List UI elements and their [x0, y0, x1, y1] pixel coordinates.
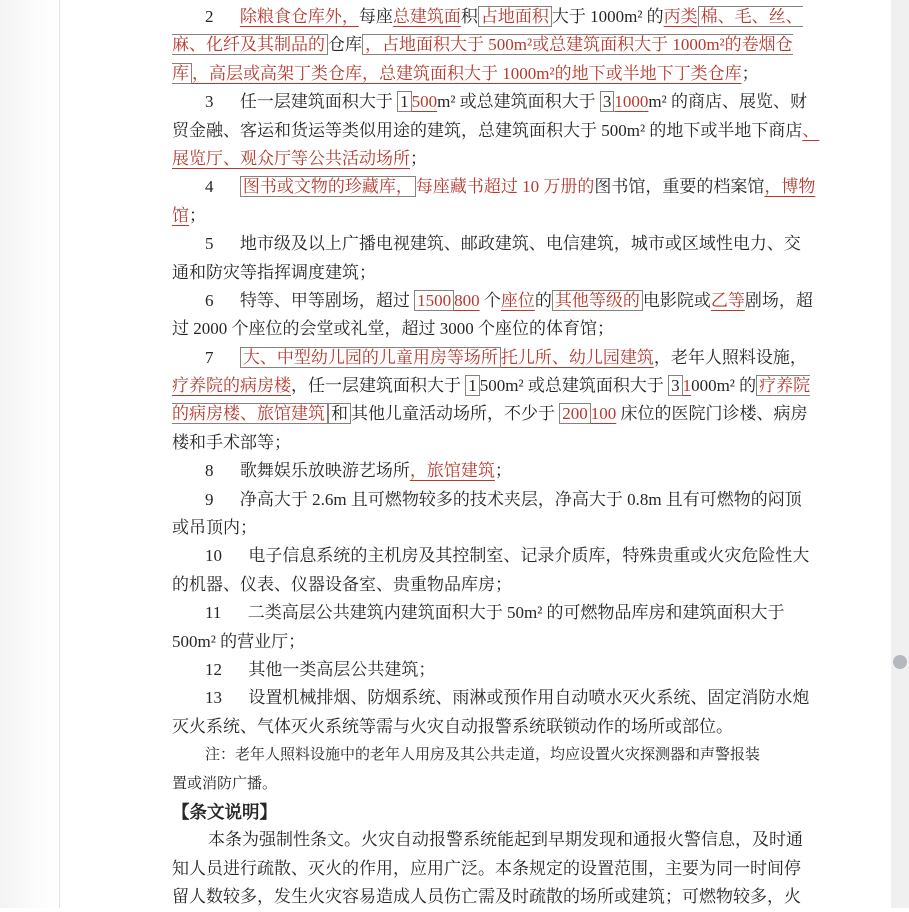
text-line	[172, 713, 747, 741]
deleted-text: 其他等级的	[552, 290, 643, 311]
inserted-text: ，旅馆建筑	[409, 461, 495, 481]
deleted-text: 棉、毛、丝、	[698, 6, 803, 27]
text-run: m² 或总建筑面积大于	[437, 92, 600, 112]
deleted-text: 大、中型幼儿园的儿童用房等场所	[240, 347, 501, 368]
text-run: 过 2000 个座位的会堂或礼堂，超过 3000 个座位的体育馆；	[172, 319, 614, 339]
deleted-text: 200	[559, 403, 591, 424]
text-line	[172, 798, 747, 826]
text-line	[172, 741, 761, 769]
deleted-text: 疗养院	[756, 375, 810, 396]
inserted-text: 总建筑面	[392, 7, 461, 26]
text-line	[172, 88, 807, 116]
text-line	[172, 571, 747, 599]
text-run: 留人数较多，发生火灾容易造成人员伤亡需及时疏散的场所或建筑；可燃物较多，火	[172, 887, 801, 907]
inserted-text: 疗养院的病房楼	[172, 376, 291, 396]
text-run: 其他一类高层公共建筑；	[248, 659, 436, 679]
clause-explanation-body	[172, 826, 803, 911]
text-run: 知人员进行疏散、灭火的作用，应用广泛。本条规定的设置范围，主要为同一时间停	[172, 858, 801, 878]
document-page	[61, 0, 891, 908]
text-line	[172, 628, 747, 656]
text-run: 地市级及以上广播电视建筑、邮政建筑、电信建筑，城市或区域性电力、交	[239, 234, 801, 254]
text-run: 灭火系统、气体灭火系统等需与火灾自动报警系统联锁动作的场所或部位。	[172, 716, 733, 736]
text-line	[172, 855, 801, 883]
text-line	[172, 514, 747, 542]
text-run: 或吊顶内；	[172, 518, 257, 538]
text-run: 通和防灾等指挥调度建筑；	[172, 262, 376, 282]
document-content	[172, 3, 820, 912]
text-run: 500m² 的营业厅；	[172, 631, 306, 651]
item-11	[172, 599, 785, 656]
text-line	[172, 770, 747, 798]
item-13	[172, 684, 810, 741]
item-number: 9	[205, 489, 214, 509]
text-line	[172, 599, 785, 627]
text-run: 楼和手术部等；	[172, 432, 291, 452]
text-run: 积	[460, 7, 478, 26]
item-number: 5	[205, 234, 214, 254]
text-line	[172, 457, 747, 485]
text-run: ；	[189, 205, 206, 225]
text-run: 000m² 的	[691, 376, 757, 396]
text-run: 注：老年人照料设施中的老年人用房及其公共走道，均应设置火灾探测器和声警报装	[205, 747, 761, 764]
text-run: 的机器、仪表、仪器设备室、贵重物品库房；	[172, 574, 512, 594]
text-run: 净高大于 2.6m 且可燃物较多的技术夹层，净高大于 0.8m 且有可燃物的闷顶	[239, 489, 802, 509]
deleted-text: 库	[172, 63, 192, 84]
text-run: 二类高层公共建筑内建筑面积大于 50m² 的可燃物品库房和建筑面积大于	[247, 603, 785, 623]
text-run: 置或消防广播。	[172, 775, 278, 792]
inserted-text: 100	[590, 404, 617, 424]
item-6	[172, 287, 813, 344]
clause-explanation-heading	[172, 798, 747, 826]
text-run: 500m² 或总建筑面积大于	[479, 376, 669, 396]
text-run: ，老年人照料设施，	[653, 347, 807, 367]
page-edge-shadow	[0, 0, 60, 908]
item-number: 4	[205, 177, 214, 197]
text-line	[172, 656, 747, 684]
item-7	[172, 344, 811, 458]
text-line	[172, 117, 820, 145]
text-line	[172, 145, 747, 173]
text-run: 每座	[358, 7, 393, 26]
text-run: 本条为强制性条文。火灾自动报警系统能起到早期发现和通报火警信息，及时通	[208, 830, 803, 850]
text-run: 歌舞娱乐放映游艺场所	[239, 461, 410, 481]
text-run: 的	[534, 290, 552, 310]
deleted-text: 1	[465, 375, 480, 396]
text-run: 其他儿童活动场所，不少于	[351, 404, 560, 424]
item-3	[172, 88, 820, 173]
text-run: 【条文说明】	[172, 801, 277, 822]
deleted-text: 3	[600, 91, 615, 112]
text-run: ；	[410, 148, 427, 168]
inserted-text: 800	[454, 290, 480, 310]
inserted-text: 、	[802, 120, 820, 140]
deleted-text: 的病房楼、旅馆建筑	[172, 403, 328, 424]
deleted-text: 麻、化纤及其制品的	[172, 34, 328, 55]
item-2	[172, 3, 803, 88]
text-run: 贸金融、客运和货运等类似用途的建筑，总建筑面积大于 500m² 的地下或半地下商店	[172, 120, 803, 140]
text-line	[172, 259, 747, 287]
item-number: 2	[205, 7, 214, 26]
item-number: 8	[205, 461, 214, 481]
text-run: 床位的医院门诊楼、病房	[616, 404, 808, 424]
text-run: 电影院或	[642, 290, 711, 310]
item-number: 6	[205, 290, 214, 310]
inserted-text: ，博物	[764, 177, 816, 197]
deleted-text: ，占地面积大于 500m²或总建筑面积大于 1000m²的卷烟仓	[362, 34, 793, 55]
scrollbar-track[interactable]	[891, 0, 909, 908]
text-line	[172, 315, 747, 343]
item-10	[172, 542, 810, 599]
text-run: ；	[741, 63, 759, 83]
text-line	[172, 344, 807, 372]
inserted-text: 1000	[614, 92, 649, 112]
item-number: 13	[205, 688, 222, 708]
text-line	[172, 429, 747, 457]
deleted-text: 图书或文物的珍藏库，	[240, 176, 416, 197]
inserted-text: 座位	[500, 290, 535, 310]
note	[172, 741, 761, 798]
item-number: 10	[205, 546, 222, 566]
text-line	[172, 202, 747, 230]
text-run: 任一层建筑面积大于	[239, 92, 398, 112]
inserted-text: 500	[411, 92, 438, 112]
inserted-text: 馆	[172, 205, 189, 225]
item-5	[172, 230, 801, 287]
text-run: 设置机械排烟、防烟系统、雨淋或预作用自动喷水灭火系统、固定消防水炮	[248, 688, 810, 708]
item-number: 12	[205, 659, 222, 679]
text-run: ；	[494, 461, 512, 481]
inserted-text: 丙类	[663, 7, 698, 26]
text-line	[172, 31, 793, 59]
deleted-text: 1500	[414, 290, 454, 311]
text-line	[172, 883, 801, 911]
text-line	[172, 173, 816, 201]
deleted-text: 3	[668, 375, 683, 396]
deleted-text: 占地面积	[478, 6, 552, 27]
text-run: m² 的商店、展览、财	[648, 92, 807, 112]
text-line	[172, 287, 813, 315]
text-line	[172, 60, 759, 88]
item-12	[172, 656, 747, 684]
text-run: ，任一层建筑面积大于	[291, 376, 466, 396]
inserted-text: 展览厅、观众厅等公共活动场所	[172, 148, 410, 168]
text-run: 电子信息系统的主机房及其控制室、记录介质库，特殊贵重或火灾危险性大	[248, 546, 810, 566]
text-line	[172, 826, 803, 854]
text-run: 特等、甲等剧场，超过	[239, 290, 415, 310]
text-line	[172, 400, 808, 428]
item-4	[172, 173, 816, 230]
text-line	[172, 3, 803, 31]
text-run: 大于 1000m² 的	[551, 7, 664, 26]
text-run: 个	[479, 290, 501, 310]
item-8	[172, 457, 747, 485]
item-9	[172, 486, 802, 543]
inserted-text: ，高层或高架丁类仓库，总建筑面积大于 1000m²的地下或半地下丁类仓库	[192, 63, 742, 83]
text-line	[172, 684, 810, 712]
item-number: 11	[205, 603, 222, 623]
inserted-text: 乙等	[710, 290, 745, 310]
inserted-text: 每座藏书超过 10 万册的	[415, 177, 595, 197]
text-line	[172, 486, 802, 514]
text-run: 图书馆，重要的档案馆	[594, 177, 765, 197]
text-line	[172, 372, 811, 400]
inserted-text: 1	[682, 376, 692, 396]
text-run: 剧场，超	[744, 290, 813, 310]
deleted-text: 1	[397, 91, 412, 112]
scrollbar-thumb[interactable]	[893, 655, 907, 669]
deleted-text: 和	[328, 403, 351, 424]
text-line	[172, 230, 801, 258]
item-number: 7	[205, 347, 214, 367]
inserted-text: 托儿所、幼儿园建筑	[500, 347, 654, 367]
text-line	[172, 542, 810, 570]
text-run: 仓库	[328, 35, 362, 55]
item-number: 3	[205, 92, 214, 112]
inserted-text: 除粮食仓库外，	[239, 7, 359, 26]
